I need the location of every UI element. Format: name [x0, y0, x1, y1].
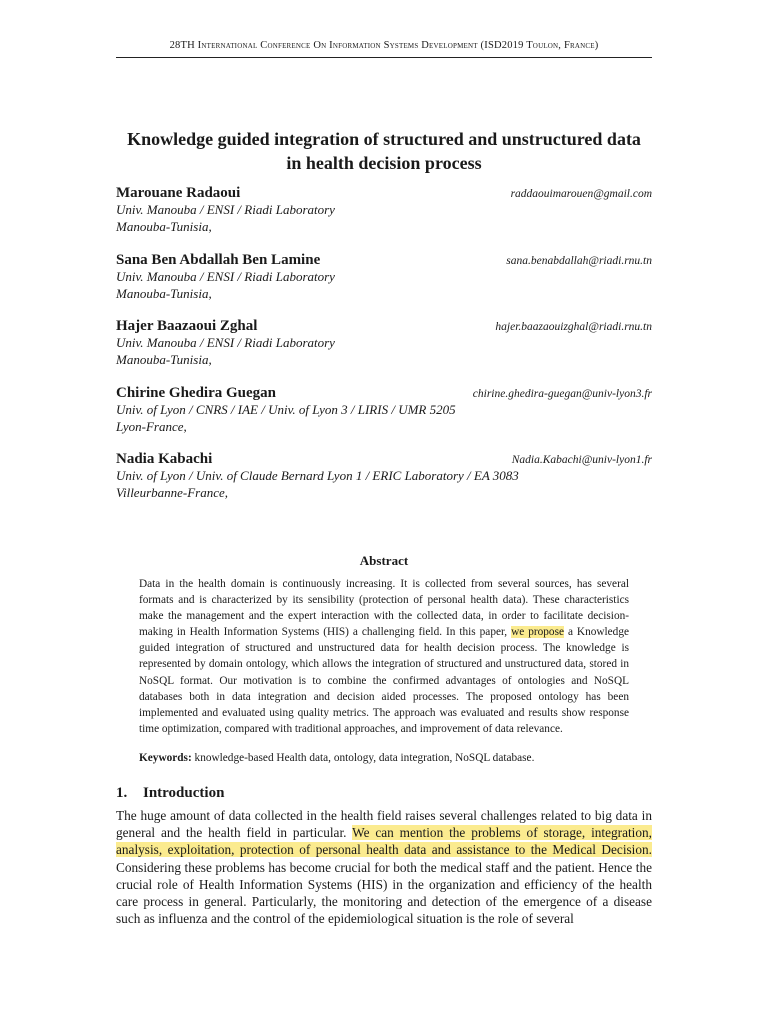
- intro-text-start: The huge amount of data collected in the health field raises several challenges related to big data in general and the health field in particular.: [116, 808, 652, 841]
- author-email[interactable]: chirine.ghedira-guegan@univ-lyon3.fr: [472, 388, 652, 400]
- header-rule: [116, 57, 652, 58]
- keywords-line: [139, 750, 629, 766]
- author-name: Sana Ben Abdallah Ben Lamine: [116, 252, 321, 268]
- title-line-1: Knowledge guided integration of structured and unstructured data: [127, 129, 641, 149]
- author-affiliation: Univ. of Lyon / Univ. of Claude Bernard Lyon 1 / ERIC Laboratory / EA 3083: [116, 468, 519, 483]
- running-header: 28TH International Conference On Information Systems Development (ISD2019 Toulon, France): [169, 40, 599, 51]
- author-affiliation: Univ. Manouba / ENSI / Riadi Laboratory: [116, 202, 335, 217]
- author-location: Villeurbanne-France,: [116, 484, 229, 500]
- author-email[interactable]: sana.benabdallah@riadi.rnu.tn: [506, 255, 652, 267]
- title-line-2: in health decision process: [286, 153, 482, 173]
- author-block-4: [116, 384, 652, 435]
- keywords-label: Keywords:: [139, 752, 192, 764]
- section-number: 1.: [116, 785, 128, 801]
- author-block-5: [116, 450, 652, 501]
- paper-title: [116, 127, 652, 175]
- author-email[interactable]: raddaouimarouen@gmail.com: [510, 188, 652, 200]
- author-affiliation: Univ. Manouba / ENSI / Riadi Laboratory: [116, 335, 335, 350]
- author-affiliation: Univ. Manouba / ENSI / Riadi Laboratory: [116, 269, 335, 284]
- author-block-3: [116, 317, 652, 368]
- author-name: Marouane Radaoui: [116, 185, 241, 201]
- section-title: Introduction: [143, 785, 225, 801]
- introduction-body: [116, 807, 652, 927]
- author-location: Manouba-Tunisia,: [116, 218, 212, 234]
- author-email[interactable]: Nadia.Kabachi@univ-lyon1.fr: [511, 454, 652, 466]
- author-block-2: [116, 251, 652, 302]
- abstract-body: [139, 576, 629, 737]
- author-location: Lyon-France,: [116, 418, 187, 434]
- author-location: Manouba-Tunisia,: [116, 285, 212, 301]
- author-block-1: [116, 184, 652, 235]
- author-email[interactable]: hajer.baazaouizghal@riadi.rnu.tn: [495, 321, 652, 333]
- author-name: Chirine Ghedira Guegan: [116, 385, 277, 401]
- abstract-heading: Abstract: [359, 553, 409, 568]
- author-name: Hajer Baazaoui Zghal: [116, 318, 258, 334]
- keywords-text: knowledge-based Health data, ontology, data integration, NoSQL database.: [191, 752, 535, 764]
- abstract-highlight: we propose: [511, 626, 564, 639]
- author-location: Manouba-Tunisia,: [116, 351, 212, 367]
- intro-text-end: Considering these problems has become crucial for both the medical staff and the patient. Hence the crucial role of Health Information Systems (HIS) in the organization and efficiency of the health care process in general. Particularly, the monitoring and detection of the emergence of a disease such as influenza and the control of the epidemiological situation is the role of several: [116, 859, 652, 927]
- abstract-text-end: a Knowledge guided integration of structured and unstructured data for health decision process. The knowledge is represented by domain ontology, which allows the integration of structured and unstructured data, stored in NoSQL format. Our motivation is to combine the confirmed advantages of ontologies and NoSQL databases both in data integration and decision aided processes. The proposed ontology has been implemented and evaluated using quality metrics. The approach was evaluated and results show response time optimization, compared with traditional approaches, and improvement of data relevance.: [139, 626, 629, 735]
- author-affiliation: Univ. of Lyon / CNRS / IAE / Univ. of Lyon 3 / LIRIS / UMR 5205: [116, 402, 456, 417]
- intro-highlight: We can mention the problems of storage, integration, analysis, exploitation, protection of personal health data and assistance to the Medical Decision.: [116, 825, 652, 858]
- section-heading-introduction: [116, 785, 224, 802]
- author-name: Nadia Kabachi: [116, 451, 213, 467]
- abstract-text-start: Data in the health domain is continuously increasing. It is collected from several sources, has several formats and is characterized by its sensibility (protection of personal health data). These characteristics make the management and the expert interaction with the collected data, in order to facilitate decision-making in Health Information Systems (HIS) a challenging field. In this paper,: [139, 578, 629, 639]
